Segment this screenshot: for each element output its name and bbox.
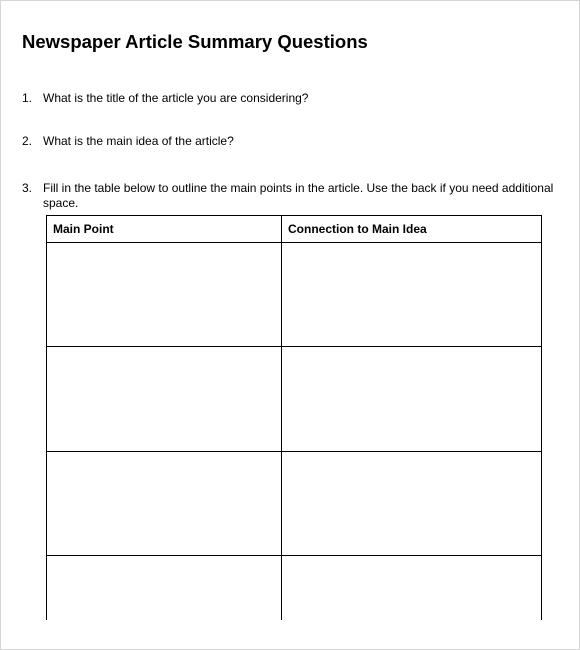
question-number: 1.	[22, 91, 33, 105]
question-text: What is the title of the article you are considering?	[43, 91, 309, 105]
table-cell-connection-2[interactable]	[283, 347, 541, 451]
question-number: 3.	[22, 181, 33, 195]
table-cell-connection-3[interactable]	[283, 452, 541, 555]
column-header-connection: Connection to Main Idea	[288, 222, 427, 236]
main-points-table	[46, 215, 542, 620]
table-cell-main-point-3[interactable]	[48, 452, 280, 555]
table-cell-main-point-4[interactable]	[48, 556, 280, 620]
table-cell-connection-4[interactable]	[283, 556, 541, 620]
question-text: What is the main idea of the article?	[43, 134, 234, 148]
question-text: Fill in the table below to outline the main points in the article. Use the back if you need additional space.	[43, 181, 554, 210]
column-header-main-point: Main Point	[53, 222, 114, 236]
page-title: Newspaper Article Summary Questions	[22, 31, 368, 52]
table-cell-main-point-2[interactable]	[48, 347, 280, 451]
table-cell-main-point-1[interactable]	[48, 243, 280, 346]
column-divider	[281, 216, 282, 620]
table-cell-connection-1[interactable]	[283, 243, 541, 346]
question-number: 2.	[22, 134, 33, 148]
